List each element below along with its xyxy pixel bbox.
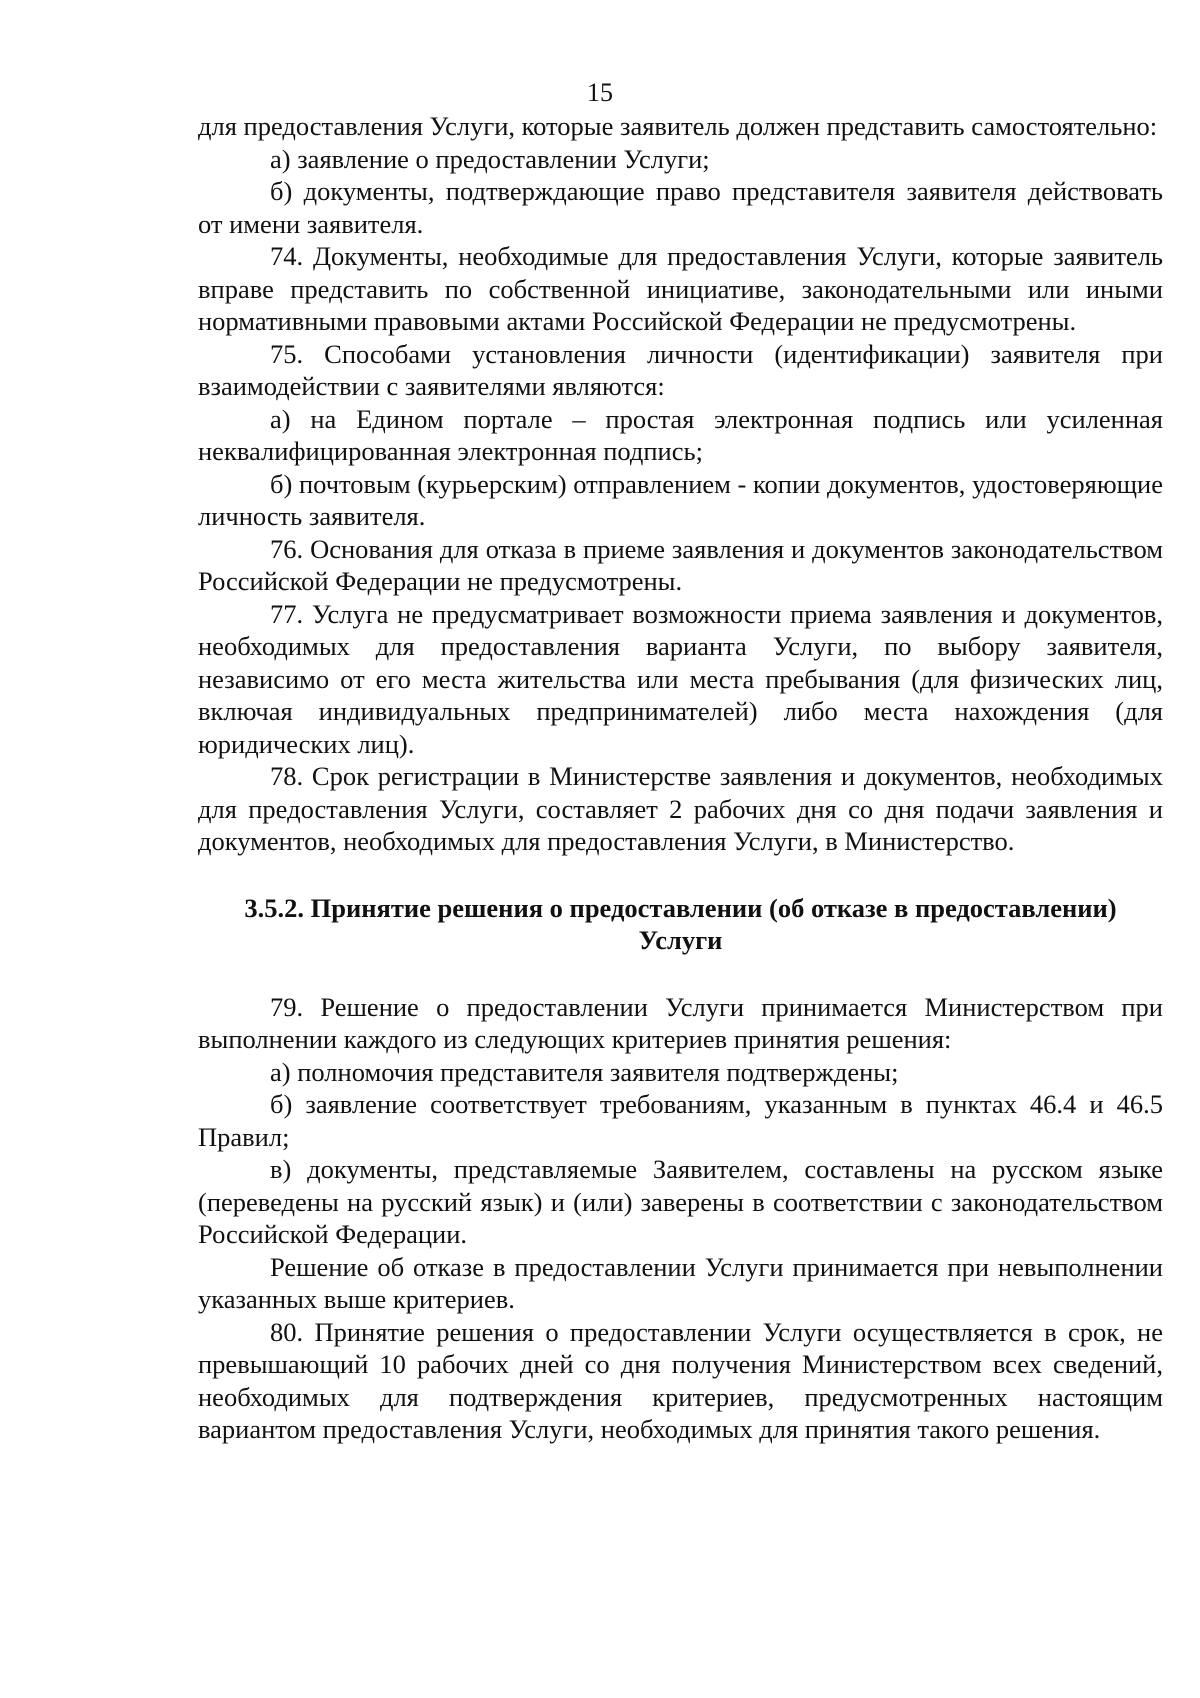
page-number: 15 [587, 78, 613, 107]
paragraph-item-b: б) документы, подтверждающие право представителя заявителя действовать от имени заявителя. [198, 176, 1163, 239]
paragraph-78: 78. Срок регистрации в Министерстве заявления и документов, необходимых для предоставления Услуги, составляет 2 рабочих дня со дня подачи заявления и документов, необходимых для предоставления Услуги, в Министерство. [198, 761, 1163, 856]
paragraph-item-a: а) заявление о предоставлении Услуги; [270, 143, 710, 174]
paragraph-79-item-a: а) полномочия представителя заявителя подтверждены; [270, 1056, 899, 1087]
paragraph-74: 74. Документы, необходимые для предоставления Услуги, которые заявитель вправе представить по собственной инициативе, законодательными или иными нормативными правовыми актами Российской Федерации не предусмотрены. [198, 241, 1163, 336]
paragraph-77: 77. Услуга не предусматривает возможности приема заявления и документов, необходимых для предоставления варианта Услуги, по выбору заявителя, независимо от его места жительства или места пребывания (для физических лиц, включая индивидуальных предпринимателей) либо места нахождения (для юридических лиц). [198, 598, 1163, 759]
paragraph-75-item-b: б) почтовым (курьерским) отправлением - копии документов, удостоверяющие личность заявителя. [198, 468, 1163, 531]
paragraph-80: 80. Принятие решения о предоставлении Услуги осуществляется в срок, не превышающий 10 рабочих дней со дня получения Министерством всех сведений, необходимых для подтверждения критериев, предусмотренных настоящим вариантом предоставления Услуги, необходимых для принятия такого решения. [198, 1316, 1163, 1444]
paragraph-79-item-b: б) заявление соответствует требованиям, указанным в пунктах 46.4 и 46.5 Правил; [198, 1089, 1163, 1152]
paragraph-76: 76. Основания для отказа в приеме заявления и документов законодательством Российской Федерации не предусмотрены. [198, 533, 1163, 596]
section-heading-line-1: 3.5.2. Принятие решения о предоставлении (об отказе в предоставлении) [244, 892, 1117, 923]
paragraph-75: 75. Способами установления личности (идентификации) заявителя при взаимодействии с заявителями являются: [198, 338, 1163, 401]
paragraph-75-item-a: а) на Едином портале – простая электронная подпись или усиленная неквалифицированная электронная подпись; [198, 403, 1163, 466]
paragraph-refusal: Решение об отказе в предоставлении Услуги принимается при невыполнении указанных выше критериев. [198, 1251, 1163, 1314]
section-heading-line-2: Услуги [638, 925, 723, 955]
paragraph-79: 79. Решение о предоставлении Услуги принимается Министерством при выполнении каждого из следующих критериев принятия решения: [198, 991, 1163, 1054]
section-heading [198, 892, 1163, 957]
document-body [198, 110, 1163, 1446]
paragraph-79-item-v: в) документы, представляемые Заявителем, составлены на русском языке (переведены на русский язык) и (или) заверены в соответствии с законодательством Российской Федерации. [198, 1154, 1163, 1249]
paragraph-continuation: для предоставления Услуги, которые заявитель должен представить самостоятельно: [198, 111, 1158, 141]
